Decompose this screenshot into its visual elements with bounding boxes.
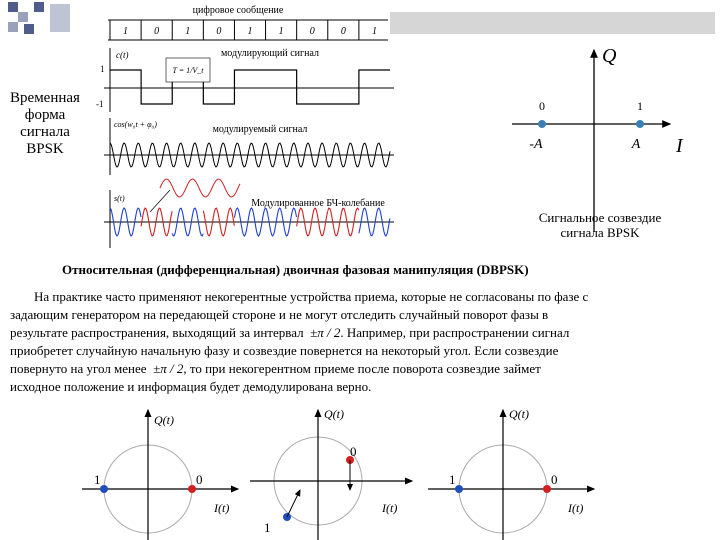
paragraph-text: , то при некогерентном приеме после поворота созвездие займет <box>183 361 541 376</box>
point-label: 0 <box>196 472 203 487</box>
i-axis-label: I(t) <box>214 501 230 515</box>
constellation-left-value: -A <box>529 137 543 152</box>
point-red <box>543 485 551 493</box>
constellation-caption-line: Сигнальное созвездие <box>538 210 662 225</box>
constellation-right-value: A <box>631 137 641 152</box>
point-blue <box>455 485 463 493</box>
point-label: 1 <box>449 472 456 487</box>
section-heading: Относительная (дифференциальная) двоичная фазовая манипуляция (DBPSK) <box>62 262 529 277</box>
paragraph-formula: ±π / 2 <box>153 361 184 376</box>
paragraph-line: На практике часто применяют некогерентные устройства приема, которые не согласованы по фазе с <box>34 289 589 304</box>
side-label-line: BPSK <box>26 141 64 157</box>
modulated-label: модулируемый сигнал <box>212 124 308 135</box>
rotation-diagram-1 <box>82 410 238 540</box>
i-axis-label: I(t) <box>382 501 398 515</box>
side-label-line: Временная <box>10 90 80 106</box>
bit-label: 0 <box>309 26 315 37</box>
point-red <box>188 485 196 493</box>
i-axis-label: I(t) <box>568 501 584 515</box>
point-label: 0 <box>350 444 357 459</box>
point-blue <box>100 485 108 493</box>
bit-label: 1 <box>123 26 129 37</box>
bit-label: 1 <box>371 26 377 37</box>
bit-label: 1 <box>185 26 191 37</box>
paragraph-line: исходное положение и информация будет демодулирована верно. <box>10 379 372 394</box>
paragraph-formula: ±π / 2 <box>310 325 341 340</box>
point-label: 0 <box>551 472 558 487</box>
q-axis-label: Q(t) <box>154 413 174 427</box>
rotation-diagram-3 <box>428 407 594 540</box>
constellation-left-bit: 0 <box>539 99 545 113</box>
period-formula: T = 1/V_t <box>172 66 204 75</box>
bit-label: 1 <box>247 26 253 37</box>
rotation-arrow <box>287 490 300 517</box>
rf-label: Модулированное БЧ-колебание <box>251 198 385 209</box>
bit-label: 0 <box>216 26 222 37</box>
paragraph-line: приобретет случайную начальную фазу и созвездие повернется на некоторый угол. Если созвездие <box>10 343 559 358</box>
modulating-label: модулирующий сигнал <box>220 48 320 59</box>
rf-axis-label: s(t) <box>114 194 125 203</box>
point-label: 1 <box>94 472 101 487</box>
side-label-line: сигнала <box>20 124 70 140</box>
carrier-axis-label: cos(w₀t + φ₀) <box>114 120 157 129</box>
paragraph-text: повернуто на угол менее <box>10 361 147 376</box>
constellation-right-bit: 1 <box>637 99 643 113</box>
rotation-diagram-2 <box>250 407 412 540</box>
constellation-i-label: I <box>676 135 683 157</box>
q-axis-label: Q(t) <box>509 407 529 421</box>
constellation-q-label: Q <box>602 45 617 67</box>
constellation-caption-line: сигнала BPSK <box>560 225 640 240</box>
modulating-axis-label: c(t) <box>116 50 129 60</box>
bit-label: 0 <box>154 26 160 37</box>
paragraph-text: результате распространения, выходящий за интервал <box>10 325 304 340</box>
level-one-label: 1 <box>100 64 105 74</box>
paragraph-line: задающим генератором на передающей стороне и не могут отследить случайный поворот фазы в <box>10 307 549 322</box>
bit-label: 0 <box>340 26 346 37</box>
q-axis-label: Q(t) <box>324 407 344 421</box>
level-minus-one-label: -1 <box>96 99 104 109</box>
point-label: 1 <box>264 520 271 535</box>
digital-message-label: цифровое сообщение <box>192 5 284 16</box>
bit-label: 1 <box>278 26 284 37</box>
paragraph-text: . Например, при распространении сигнал <box>340 325 570 340</box>
side-label-line: форма <box>24 107 66 123</box>
